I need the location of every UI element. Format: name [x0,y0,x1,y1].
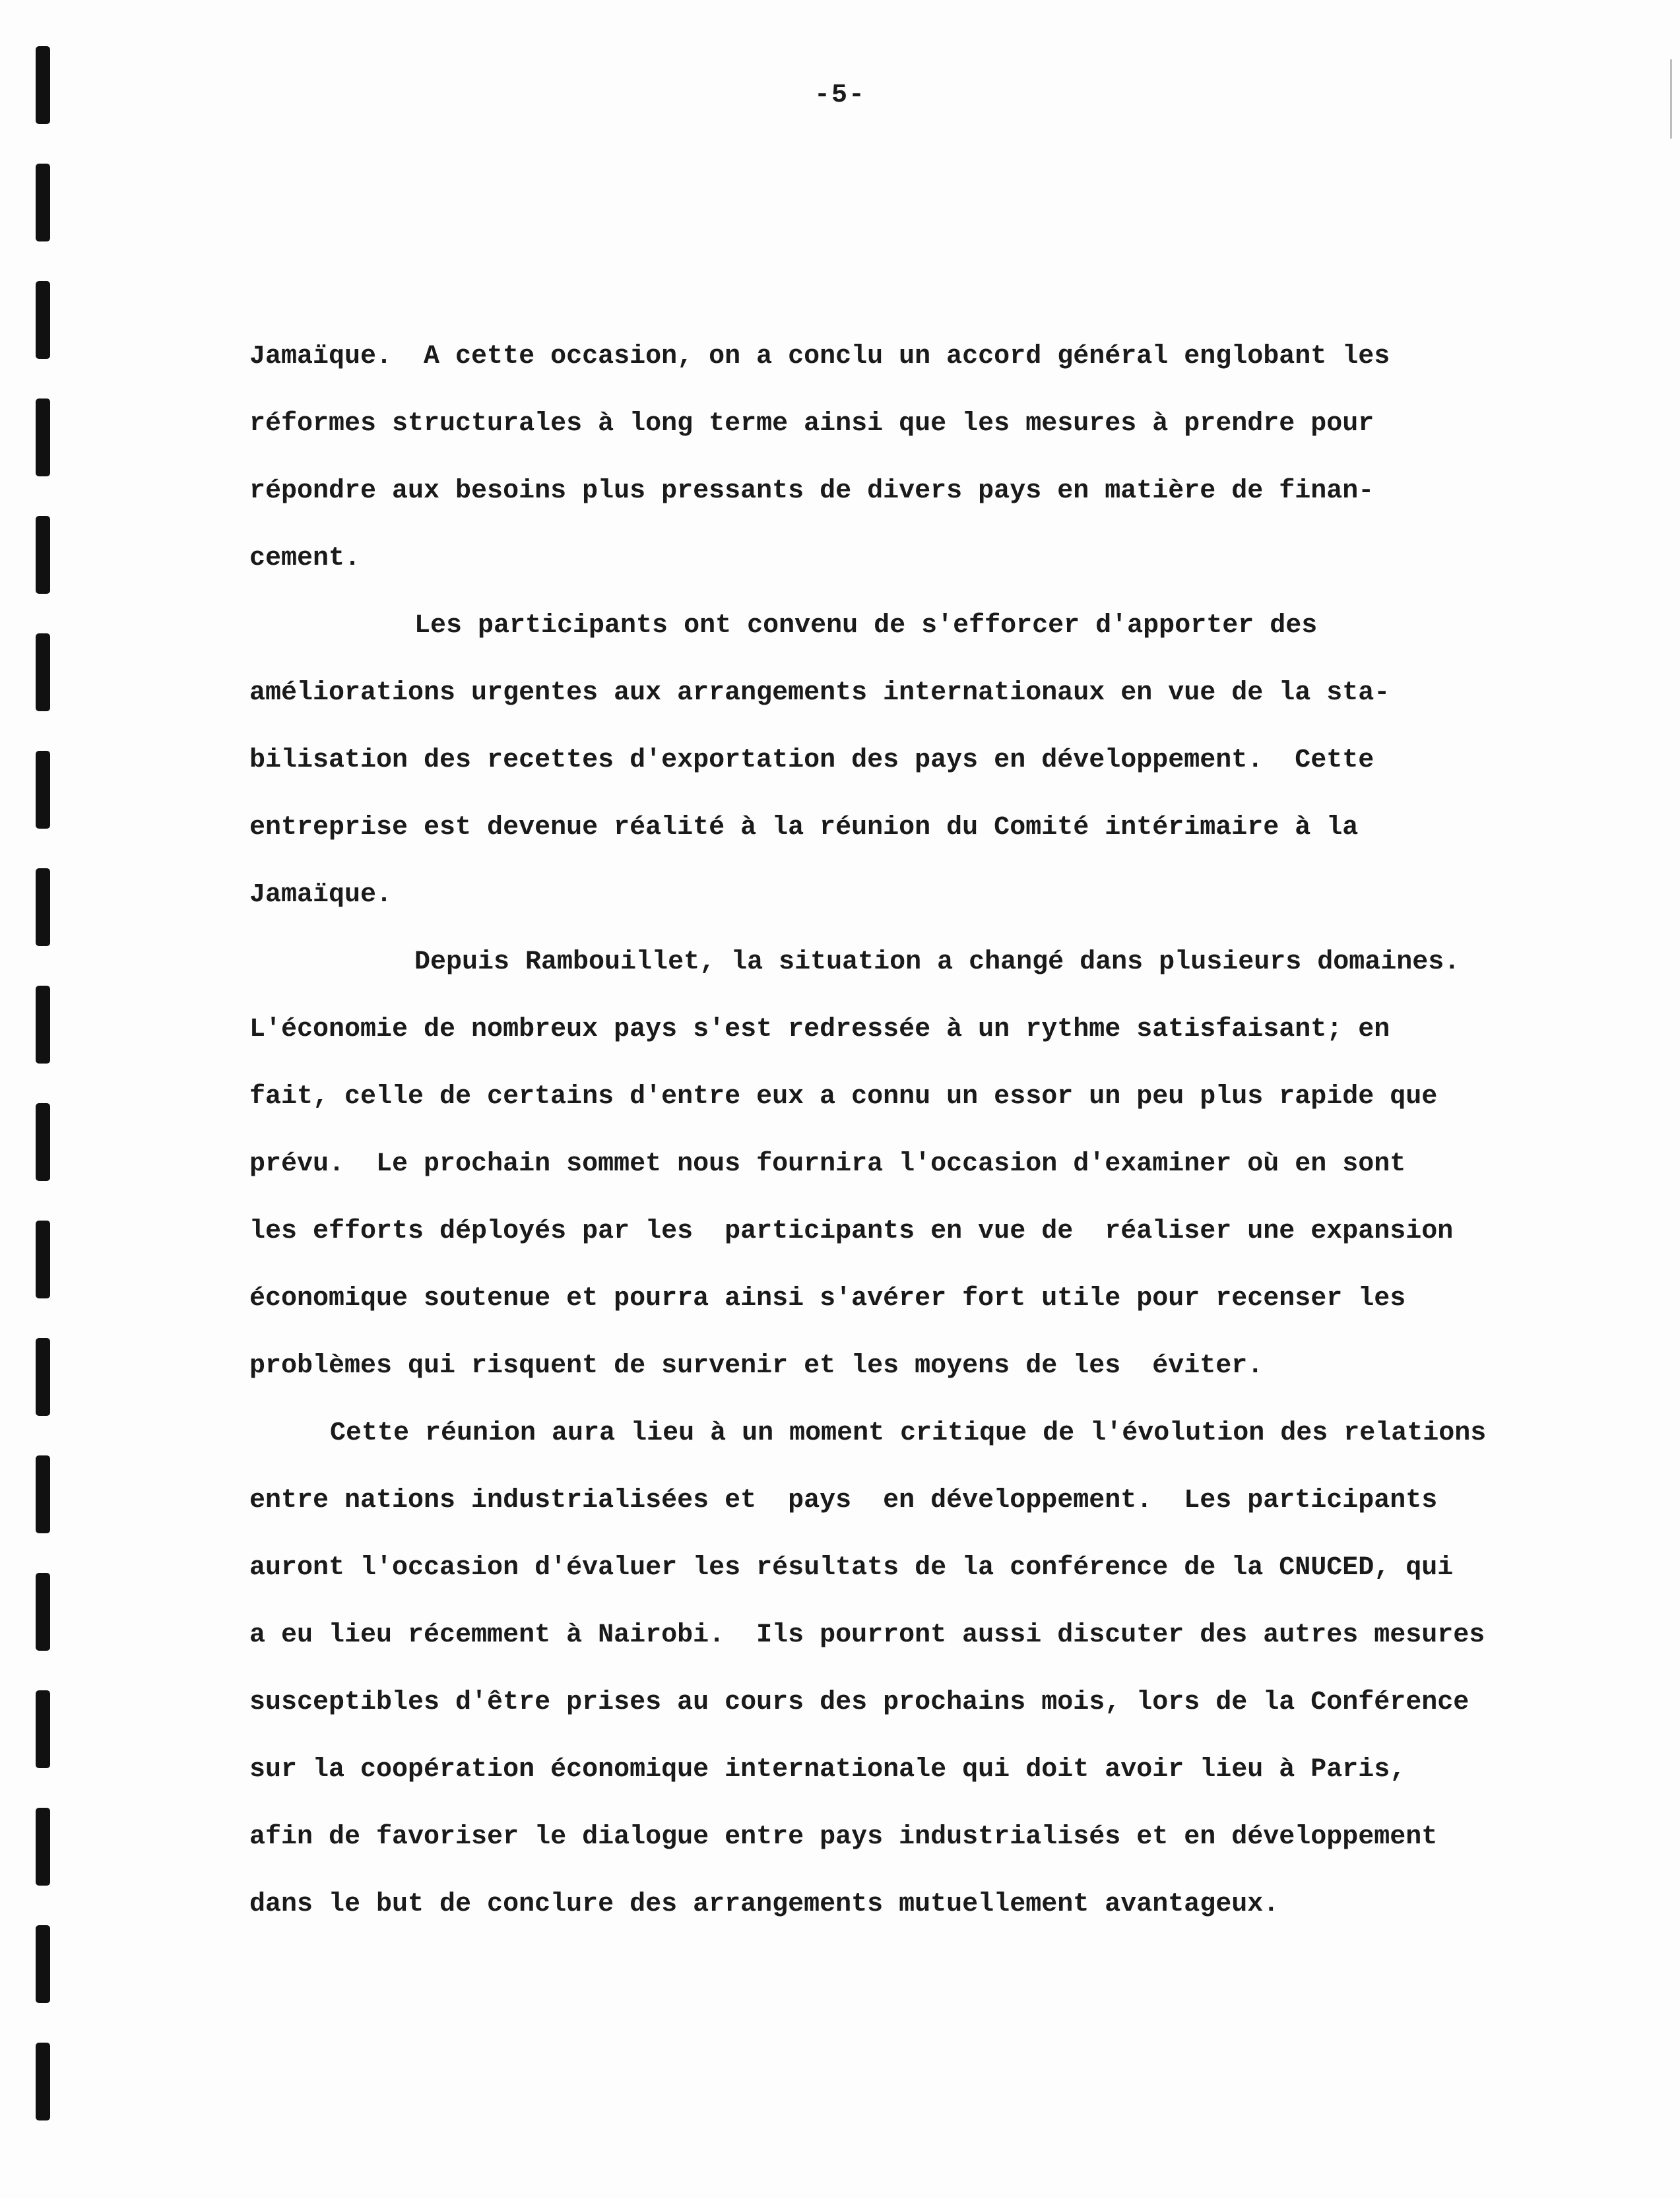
punch-mark [36,1925,50,2003]
text-line: a eu lieu récemment à Nairobi. Ils pourront aussi discuter des autres mesures [249,1620,1485,1650]
body-text [249,323,1556,1938]
text-line: prévu. Le prochain sommet nous fournira l'occasion d'examiner où en sont [249,1149,1406,1179]
punch-mark [36,868,50,946]
text-line: Cette réunion aura lieu à un moment critique de l'évolution des relations [330,1418,1487,1448]
punch-mark [36,2043,50,2120]
text-line: bilisation des recettes d'exportation des pays en développement. Cette [249,746,1374,775]
text-line: afin de favoriser le dialogue entre pays industrialisés et en développement [249,1822,1438,1852]
punch-mark [36,1103,50,1181]
punch-mark [36,1690,50,1768]
text-line: dans le but de conclure des arrangements mutuellement avantageux. [249,1890,1279,1919]
punch-mark [36,1573,50,1651]
punch-mark [36,164,50,241]
text-line: économique soutenue et pourra ainsi s'avérer fort utile pour recenser les [249,1284,1406,1314]
punch-mark [36,1455,50,1533]
page-number: -5- [814,80,866,110]
punch-mark [36,281,50,359]
text-line: L'économie de nombreux pays s'est redressée à un rythme satisfaisant; en [249,1015,1390,1044]
punch-mark [36,1221,50,1298]
text-line: Les participants ont convenu de s'efforcer d'apporter des [414,611,1318,641]
text-line: Depuis Rambouillet, la situation a changé dans plusieurs domaines. [414,947,1460,977]
punch-mark [36,398,50,476]
text-line: auront l'occasion d'évaluer les résultats de la conférence de la CNUCED, qui [249,1553,1454,1583]
text-line: répondre aux besoins plus pressants de divers pays en matière de finan- [249,476,1374,506]
text-line: sur la coopération économique internationale qui doit avoir lieu à Paris, [249,1755,1406,1785]
punch-mark [36,751,50,829]
punch-mark [36,986,50,1064]
text-line: les efforts déployés par les participants en vue de réaliser une expansion [249,1217,1454,1246]
text-line: problèmes qui risquent de survenir et les moyens de les éviter. [249,1351,1264,1381]
text-line: Jamaïque. A cette occasion, on a conclu un accord général englobant les [249,342,1390,371]
punch-mark [36,1808,50,1886]
text-line: entre nations industrialisées et pays en développement. Les participants [249,1486,1438,1515]
text-line: entreprise est devenue réalité à la réunion du Comité intérimaire à la [249,813,1359,843]
punch-mark [36,633,50,711]
text-line: Jamaïque. [249,880,393,910]
text-line: améliorations urgentes aux arrangements internationaux en vue de la sta- [249,678,1390,708]
punch-mark [36,1338,50,1416]
text-line: réformes structurales à long terme ainsi que les mesures à prendre pour [249,409,1374,439]
text-line: cement. [249,544,361,573]
binder-punch-marks [30,46,57,2177]
punch-mark [36,516,50,594]
text-line: fait, celle de certains d'entre eux a connu un essor un peu plus rapide que [249,1082,1438,1112]
text-line: susceptibles d'être prises au cours des prochains mois, lors de la Conférence [249,1688,1470,1717]
